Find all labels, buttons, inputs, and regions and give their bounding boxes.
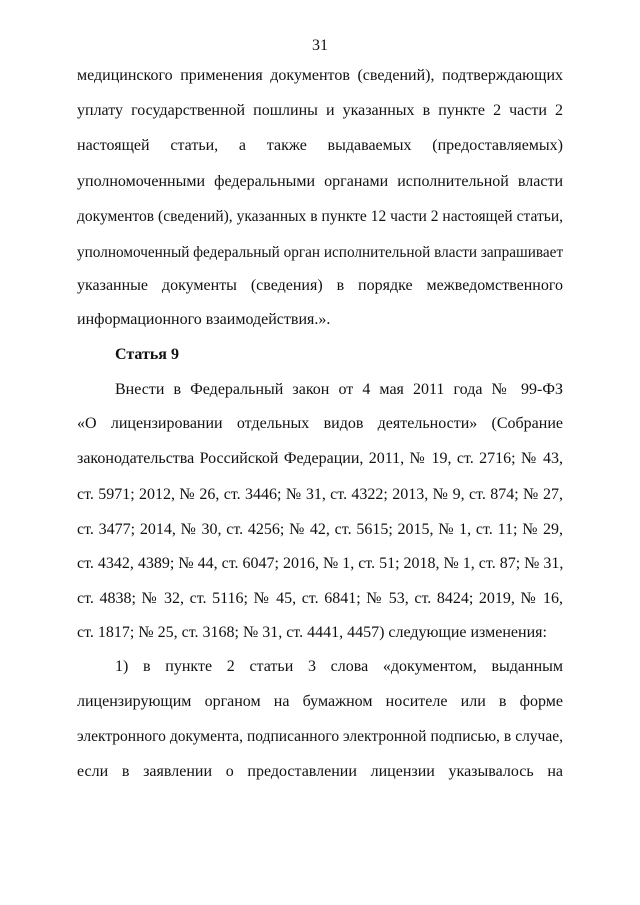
text-line: уполномоченный федеральный орган исполнительной власти запрашивает	[77, 244, 564, 261]
text-line: если в заявлении о предоставлении лицензии указывалось на	[77, 763, 563, 780]
text-line: законодательства Российской Федерации, 2011, № 19, ст. 2716; № 43,	[77, 450, 563, 467]
text-line: электронного документа, подписанного электронной подписью, в случае,	[77, 728, 563, 745]
text-line: «О лицензировании отдельных видов деятельности» (Собрание	[77, 415, 563, 432]
article-heading: Статья 9	[115, 346, 179, 363]
text-line: настоящей статьи, а также выдаваемых (предоставляемых)	[77, 137, 563, 154]
text-line: указанные документы (сведения) в порядке межведомственного	[77, 277, 563, 294]
text-line: 1) в пункте 2 статьи 3 слова «документом, выданным	[115, 658, 563, 675]
text-line: документов (сведений), указанных в пункте 12 части 2 настоящей статьи,	[77, 208, 563, 225]
text-line: медицинского применения документов (сведений), подтверждающих	[77, 67, 563, 84]
text-line: ст. 4342, 4389; № 44, ст. 6047; 2016, № 1, ст. 51; 2018, № 1, ст. 87; № 31,	[77, 555, 564, 572]
page-number: 31	[312, 37, 328, 54]
text-line: ст. 1817; № 25, ст. 3168; № 31, ст. 4441, 4457) следующие изменения:	[77, 624, 547, 641]
text-line: ст. 4838; № 32, ст. 5116; № 45, ст. 6841; № 53, ст. 8424; 2019, № 16,	[77, 590, 563, 607]
text-line: лицензирующим органом на бумажном носителе или в форме	[77, 693, 563, 710]
text-line: ст. 3477; 2014, № 30, ст. 4256; № 42, ст. 5615; 2015, № 1, ст. 11; № 29,	[77, 521, 563, 538]
text-line: ст. 5971; 2012, № 26, ст. 3446; № 31, ст. 4322; 2013, № 9, ст. 874; № 27,	[77, 486, 563, 503]
text-line: уплату государственной пошлины и указанных в пункте 2 части 2	[77, 102, 563, 119]
text-line: Внести в Федеральный закон от 4 мая 2011 года № 99-ФЗ	[115, 381, 563, 398]
text-line: уполномоченными федеральными органами исполнительной власти	[77, 173, 563, 190]
text-line: информационного взаимодействия.».	[77, 311, 331, 328]
